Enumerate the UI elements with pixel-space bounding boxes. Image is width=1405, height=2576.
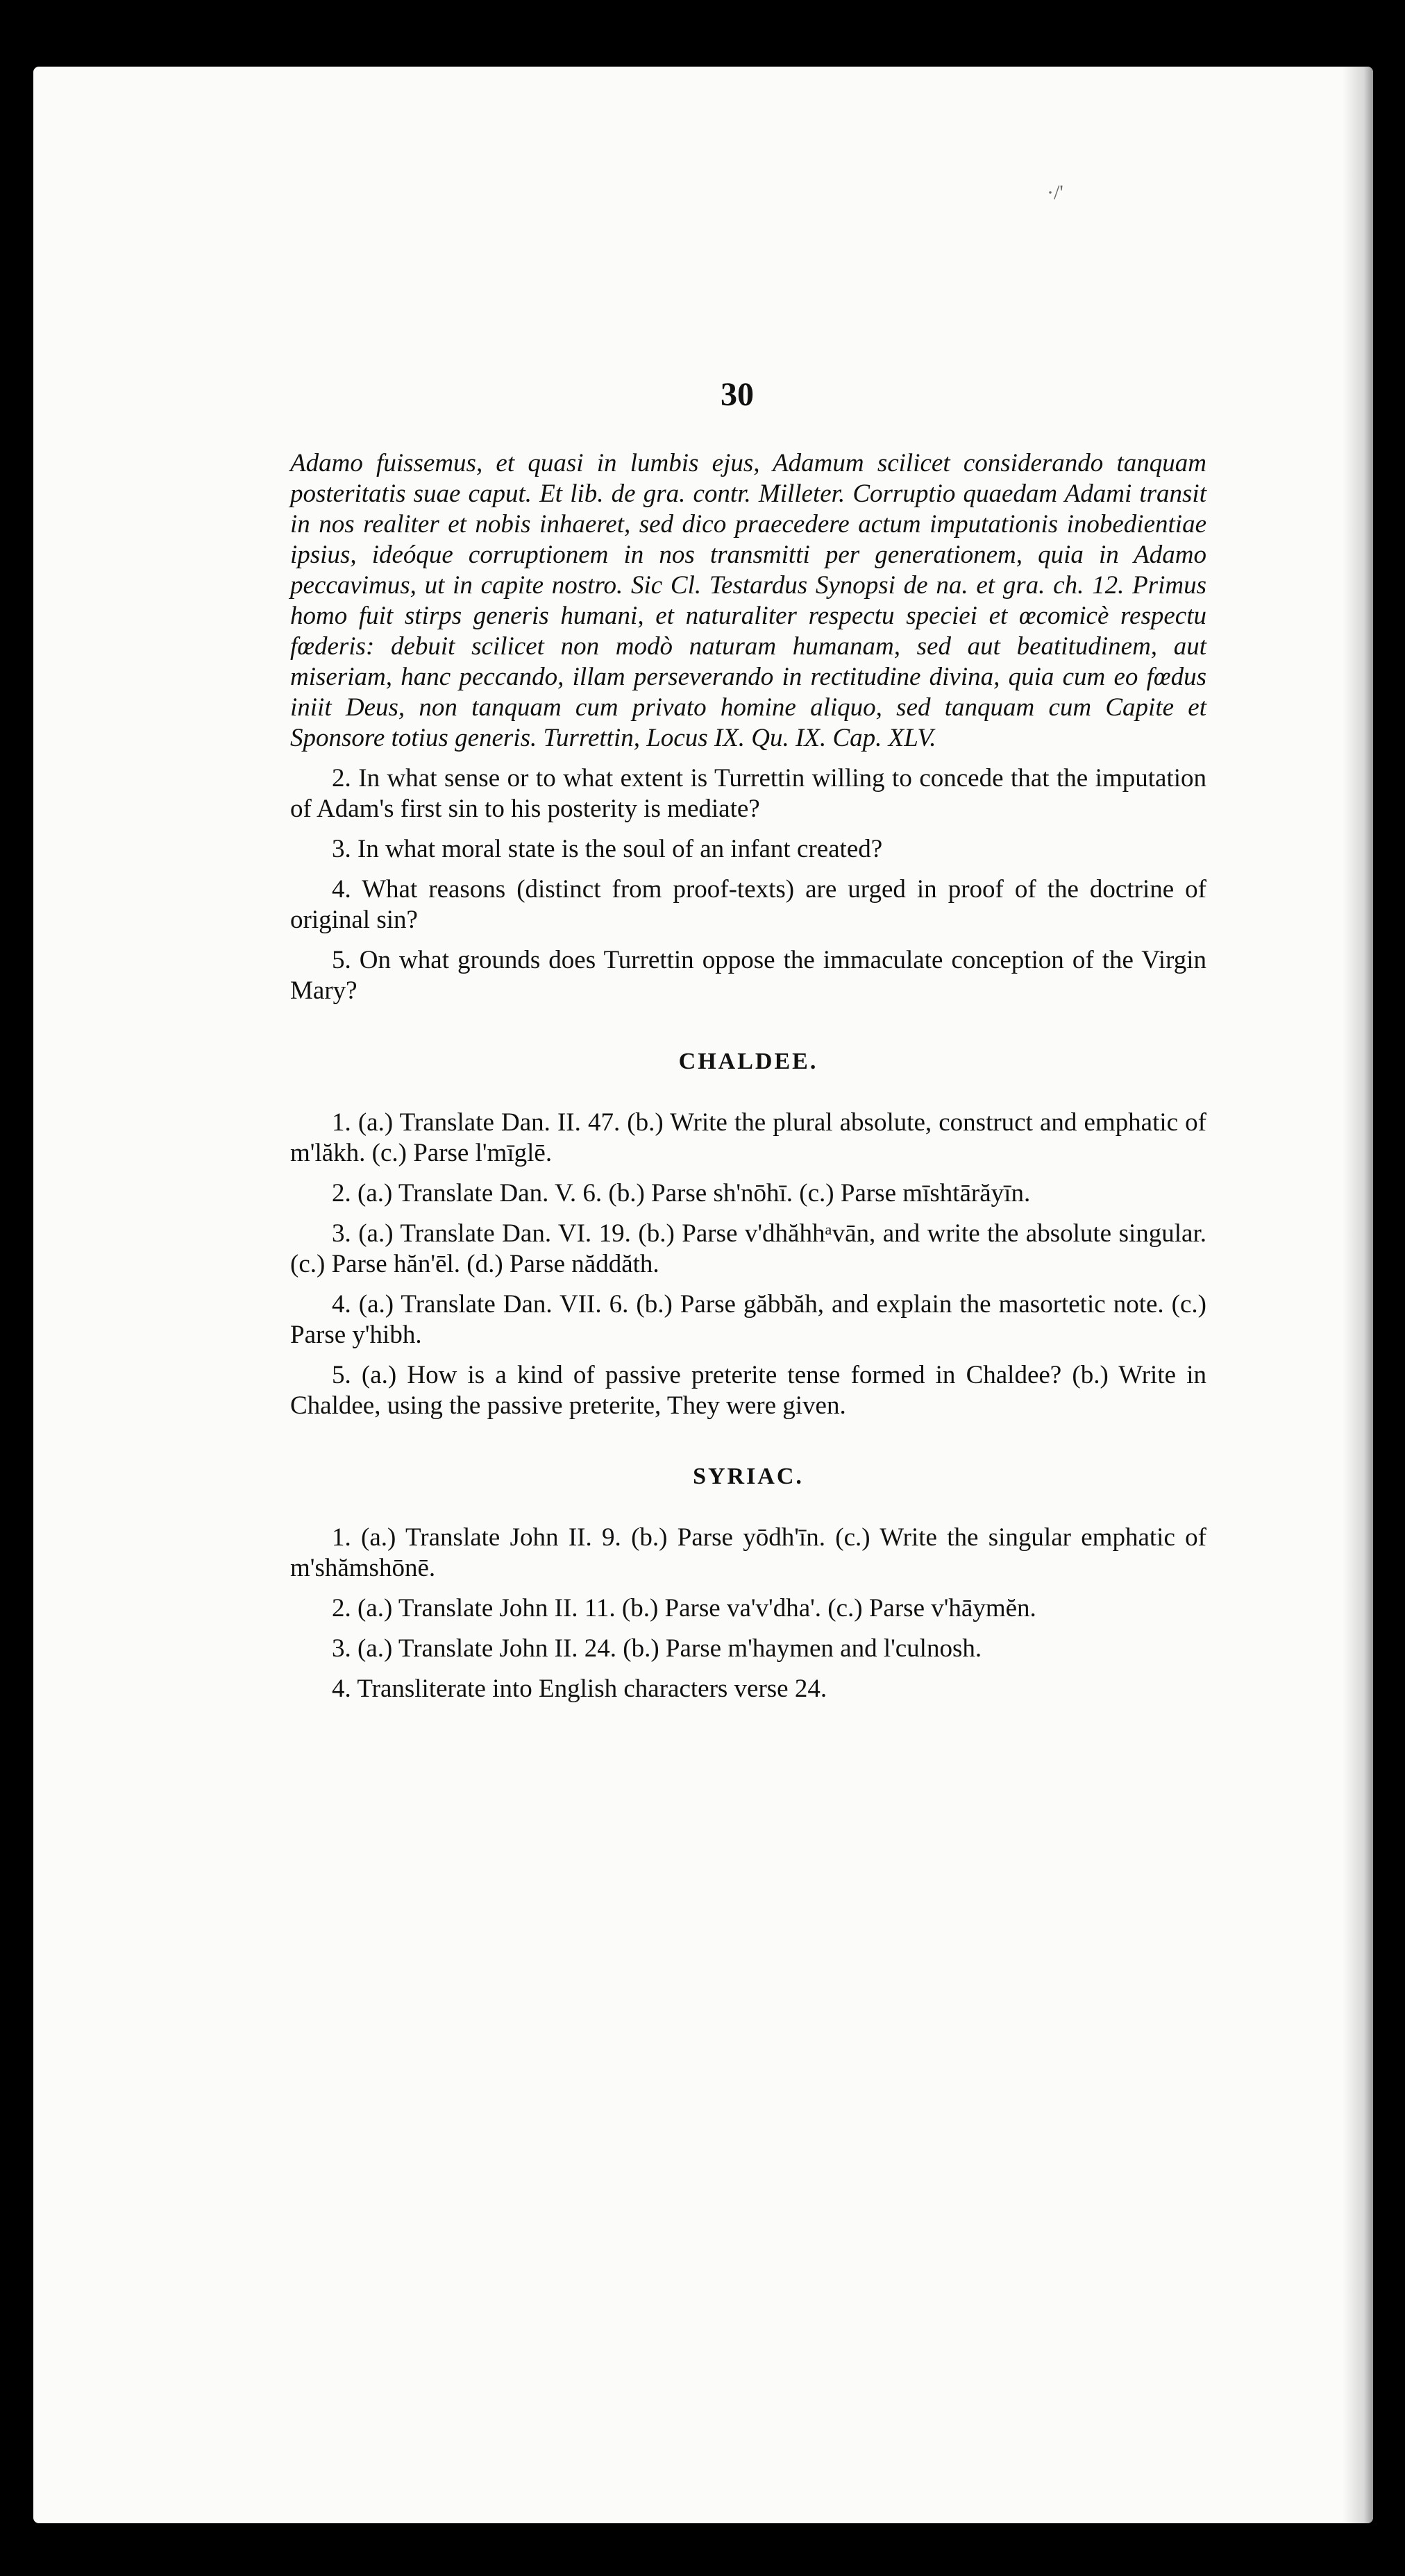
question-item: 3. In what moral state is the soul of an infant created? [332,835,883,863]
question-item: 3. (a.) Translate John II. 24. (b.) Parse m'haymen and l'culnosh. [332,1634,982,1663]
page-content [290,448,1206,1714]
section-heading-syriac: SYRIAC. [693,1464,804,1489]
section-heading-chaldee: CHALDEE. [678,1049,818,1074]
margin-mark: ·/' [1047,181,1063,204]
document-page [33,67,1373,2523]
question-item: 4. Transliterate into English characters verse 24. [332,1675,827,1703]
theology-questions [290,763,1206,1006]
question-item: 2. (a.) Translate John II. 11. (b.) Parse va'v'dha'. (c.) Parse v'hāymĕn. [332,1594,1036,1622]
syriac-questions [290,1523,1206,1704]
question-item: 4. (a.) Translate Dan. VII. 6. (b.) Parse găbbăh, and explain the masortetic note. (c.) Parse y'hibh. [290,1290,1206,1349]
latin-quotation: Adamo fuissemus, et quasi in lumbis ejus, Adamum scilicet considerando tanquam posteritatis suae caput. Et lib. de gra. contr. Milleter. Corruptio quaedam Adami transit in nos realiter et nobis inhaeret, sed dico praecedere actum imputationis inobedientiae ipsius, ideóque corruptionem in nos transmitti per generationem, quia in Adamo peccavimus, ut in capite nostro. Sic Cl. Testardus Synopsi de na. et gra. ch. 12. Primus homo fuit stirps generis humani, et naturaliter respectu speciei et œcomicè respectu fœderis: debuit scilicet non modò naturam humanam, sed aut beatitudinem, aut miseriam, hanc peccando, illam perseverando in rectitudine divina, quia cum eo fœdus iniit Deus, non tanquam cum privato homine aliquo, sed tanquam cum Capite et Sponsore totius generis. Turrettin, Locus IX. Qu. IX. Cap. XLV. [290,449,1206,752]
question-item: 2. In what sense or to what extent is Turrettin willing to concede that the imputation of Adam's first sin to his posterity is mediate? [290,764,1206,823]
question-item: 5. (a.) How is a kind of passive preterite tense formed in Chaldee? (b.) Write in Chaldee, using the passive preterite, They were given. [290,1361,1206,1420]
question-item: 1. (a.) Translate John II. 9. (b.) Parse yōdh'īn. (c.) Write the singular emphatic of m'shămshōnē. [290,1523,1206,1582]
question-item: 4. What reasons (distinct from proof-texts) are urged in proof of the doctrine of original sin? [290,875,1206,934]
question-item: 5. On what grounds does Turrettin oppose the immaculate conception of the Virgin Mary? [290,946,1206,1005]
page-gutter-shadow [1343,67,1373,2523]
page-number: 30 [721,376,754,413]
chaldee-questions [290,1108,1206,1421]
question-item: 1. (a.) Translate Dan. II. 47. (b.) Write the plural absolute, construct and emphatic of m'lăkh. (c.) Parse l'mīglē. [290,1108,1206,1167]
question-item: 2. (a.) Translate Dan. V. 6. (b.) Parse sh'nōhī. (c.) Parse mīshtārăyīn. [332,1179,1031,1208]
question-item: 3. (a.) Translate Dan. VI. 19. (b.) Parse v'dhăhhᵃvān, and write the absolute singular. (c.) Parse hăn'ēl. (d.) Parse năddăth. [290,1219,1206,1278]
